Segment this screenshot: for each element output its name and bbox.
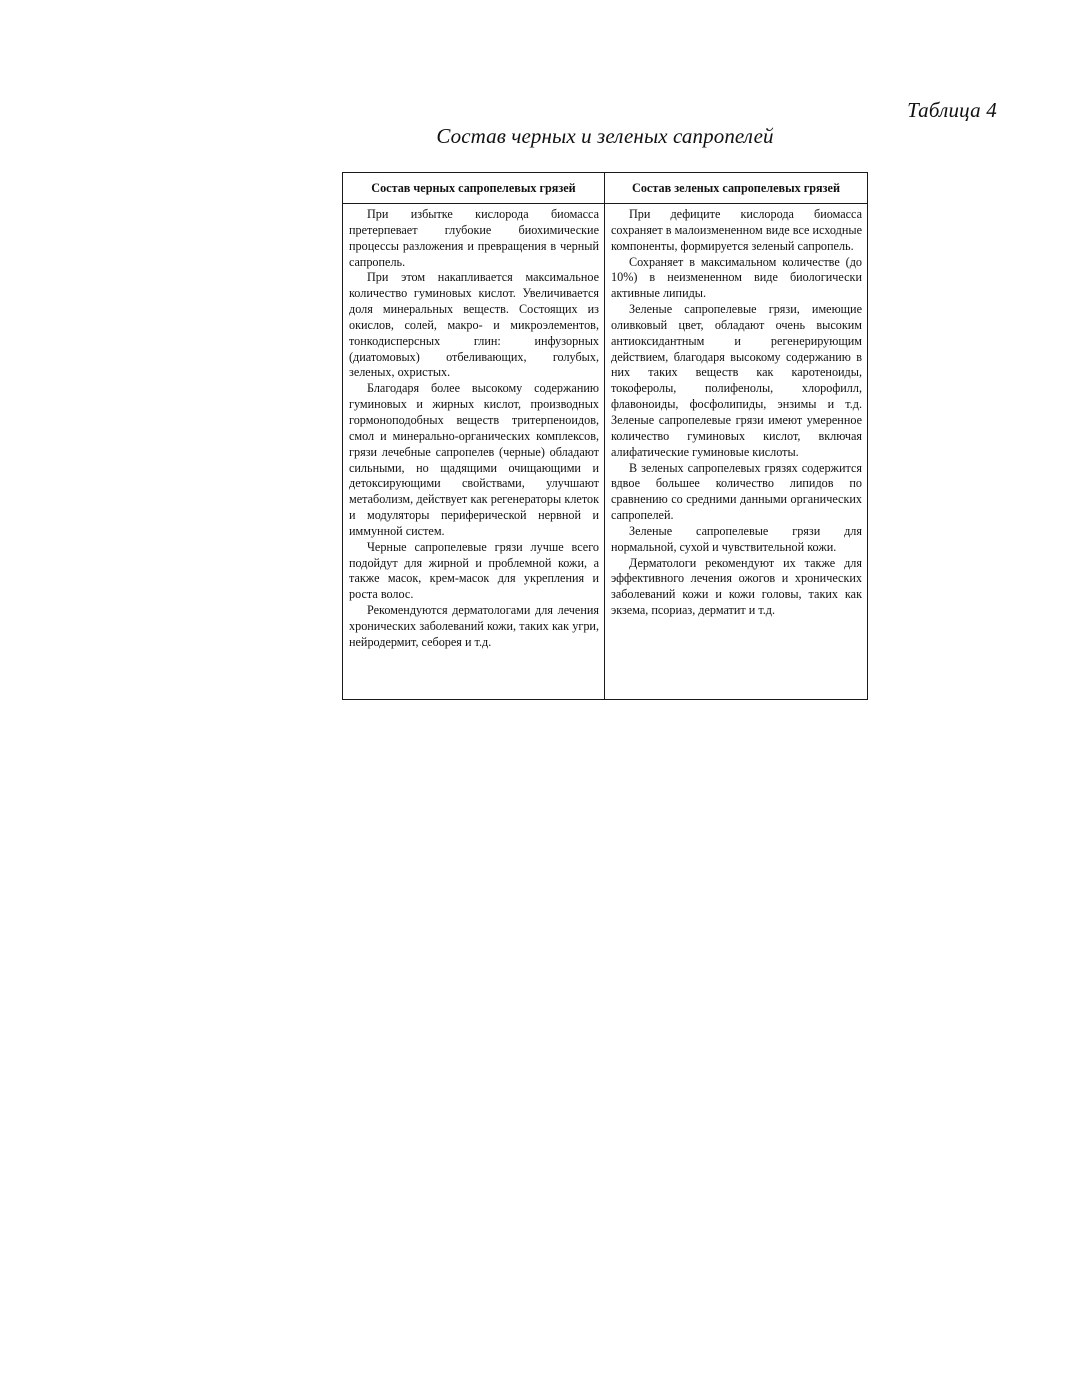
column-header-black: Состав черных сапропелевых грязей: [343, 173, 605, 204]
table-body-row: [343, 204, 868, 700]
composition-table: [342, 172, 868, 700]
table-number: Таблица 4: [907, 98, 997, 122]
black-paragraph: Рекомендуются дерматологами для лечения хронических заболеваний кожи, таких как угри, нейродермит, себорея и т.д.: [349, 603, 599, 649]
green-paragraph: Дерматологи рекомендуют их также для эффективного лечения ожогов и хронических заболеваний кожи и кожи головы, таких как экзема, псориаз, дерматит и т.д.: [611, 555, 862, 618]
black-paragraph: При избытке кислорода биомасса претерпевает глубокие биохимические процессы разложения и превращения в черный сапропель.: [349, 207, 599, 269]
black-paragraph: Благодаря более высокому содержанию гуминовых и жирных кислот, производных гормоноподобных веществ тритерпеноидов, смол и минерально-органических комплексов, грязи лечебные сапропелев (черные) обладают сильными, но щадящими очищающими и детоксирующими свойствами, улучшают метаболизм, действует как регенераторы клеток и модуляторы периферической нервной и иммунной систем.: [349, 381, 599, 538]
green-paragraph: Сохраняет в максимальном количестве (до 10%) в неизмененном виде биологически активные липиды.: [611, 254, 862, 301]
green-paragraph: При дефиците кислорода биомасса сохраняет в малоизмененном виде все исходные компоненты, формируется зеленый сапропель.: [611, 207, 862, 253]
column-header-green: Состав зеленых сапропелевых грязей: [605, 173, 868, 204]
black-paragraph: При этом накапливается максимальное количество гуминовых кислот. Увеличивается доля минеральных веществ. Состоящих из окислов, солей, макро- и микроэлементов, тонкодисперсных глин: инфузорных (диатомовых) отбеливающих, голубых, зеленых, охристых.: [349, 270, 599, 380]
green-paragraph: В зеленых сапропелевых грязях содержится вдвое большее количество липидов по сравнению со средними данными органических сапропелей.: [611, 460, 862, 523]
table-title: Состав черных и зеленых сапропелей: [436, 124, 774, 148]
green-paragraph: Зеленые сапропелевые грязи, имеющие оливковый цвет, обладают очень высоким антиоксидантным и регенерирующим действием, благодаря высокому содержанию в них таких веществ как каротеноиды, токоферолы, полифенолы, хлорофилл, флавоноиды, фосфолипиды, энзимы и т.д. Зеленые сапропелевые грязи имеют умеренное количество гуминовых кислот, включая алифатические гуминовые кислоты.: [611, 302, 862, 459]
table-header-row: [343, 173, 868, 204]
green-column-cell: [605, 204, 868, 700]
green-paragraph: Зеленые сапропелевые грязи для нормальной, сухой и чувствительной кожи.: [611, 523, 862, 554]
black-column-cell: [343, 204, 605, 700]
black-paragraph: Черные сапропелевые грязи лучше всего подойдут для жирной и проблемной кожи, а также масок, крем-масок для укрепления и роста волос.: [349, 539, 599, 602]
